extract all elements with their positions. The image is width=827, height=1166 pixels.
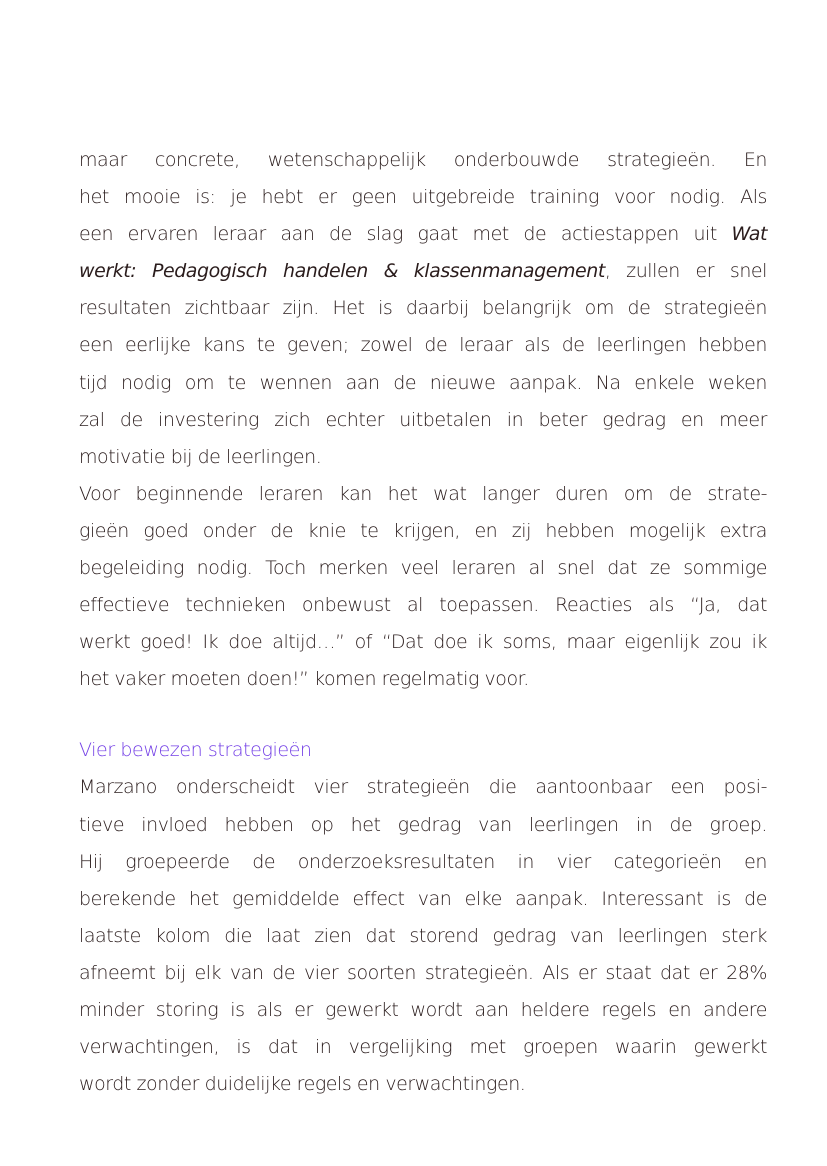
text-line: maar concrete, wetenschappelijk onderbouwde strategieën. En xyxy=(79,149,767,171)
paragraph-2 xyxy=(79,476,767,699)
section-heading: Vier bewezen strategieën xyxy=(79,739,312,762)
text-line: Marzano onderscheidt vier strategieën die aantoonbaar een posi- xyxy=(79,776,767,799)
text-line: wordt zonder duidelijke regels en verwachtingen. xyxy=(79,1073,526,1096)
text-line: motivatie bij de leerlingen. xyxy=(79,445,322,468)
text-line xyxy=(79,253,767,290)
text-line: gieën goed onder de knie te krijgen, en zij hebben mogelijk extra xyxy=(79,519,767,542)
text-line: een eerlijke kans te geven; zowel de leraar als de leerlingen hebben xyxy=(79,334,767,357)
text-line: Voor beginnende leraren kan het wat langer duren om de strate- xyxy=(79,482,767,505)
text-line: tijd nodig om te wennen aan de nieuwe aanpak. Na enkele weken xyxy=(79,371,767,394)
text-line: effectieve technieken onbewust al toepassen. Reacties als “Ja, dat xyxy=(79,594,767,617)
text-line: tieve invloed hebben op het gedrag van leerlingen in de groep. xyxy=(79,813,767,836)
text-line: zal de investering zich echter uitbetalen in beter gedrag en meer xyxy=(79,408,767,431)
book-title-italic: werkt: Pedagogisch handelen & klassenmanagement xyxy=(79,260,605,283)
text-line: berekende het gemiddelde effect van elke aanpak. Interessant is de xyxy=(79,887,767,910)
section-strategies xyxy=(79,732,767,1103)
text-line: werkt goed! Ik doe altijd…” of “Dat doe ik soms, maar eigenlijk zou ik xyxy=(79,631,767,654)
text-line: het mooie is: je hebt er geen uitgebreide training voor nodig. Als xyxy=(79,186,767,209)
text-line: laatste kolom die laat zien dat storend gedrag van leerlingen sterk xyxy=(79,924,767,947)
text-line: minder storing is als er gewerkt wordt aan heldere regels en andere xyxy=(79,998,767,1021)
document-page xyxy=(79,142,767,1103)
text-line: Hij groepeerde de onderzoeksresultaten in vier categorieën en xyxy=(79,850,767,873)
text-span: een ervaren leraar aan de slag gaat met de actiestappen uit xyxy=(79,223,717,246)
text-line: afneemt bij elk van de vier soorten strategieën. Als er staat dat er 28% xyxy=(79,961,767,984)
text-line xyxy=(79,216,767,253)
paragraph-1 xyxy=(79,142,767,476)
book-title-italic: Wat xyxy=(731,223,767,246)
text-line: het vaker moeten doen!” komen regelmatig voor. xyxy=(79,668,529,691)
text-line: begeleiding nodig. Toch merken veel leraren al snel dat ze sommige xyxy=(79,557,767,580)
text-line: verwachtingen, is dat in vergelijking met groepen waarin gewerkt xyxy=(79,1036,767,1059)
text-span: , zullen er snel xyxy=(604,260,767,283)
text-line: resultaten zichtbaar zijn. Het is daarbij belangrijk om de strategieën xyxy=(79,297,767,320)
